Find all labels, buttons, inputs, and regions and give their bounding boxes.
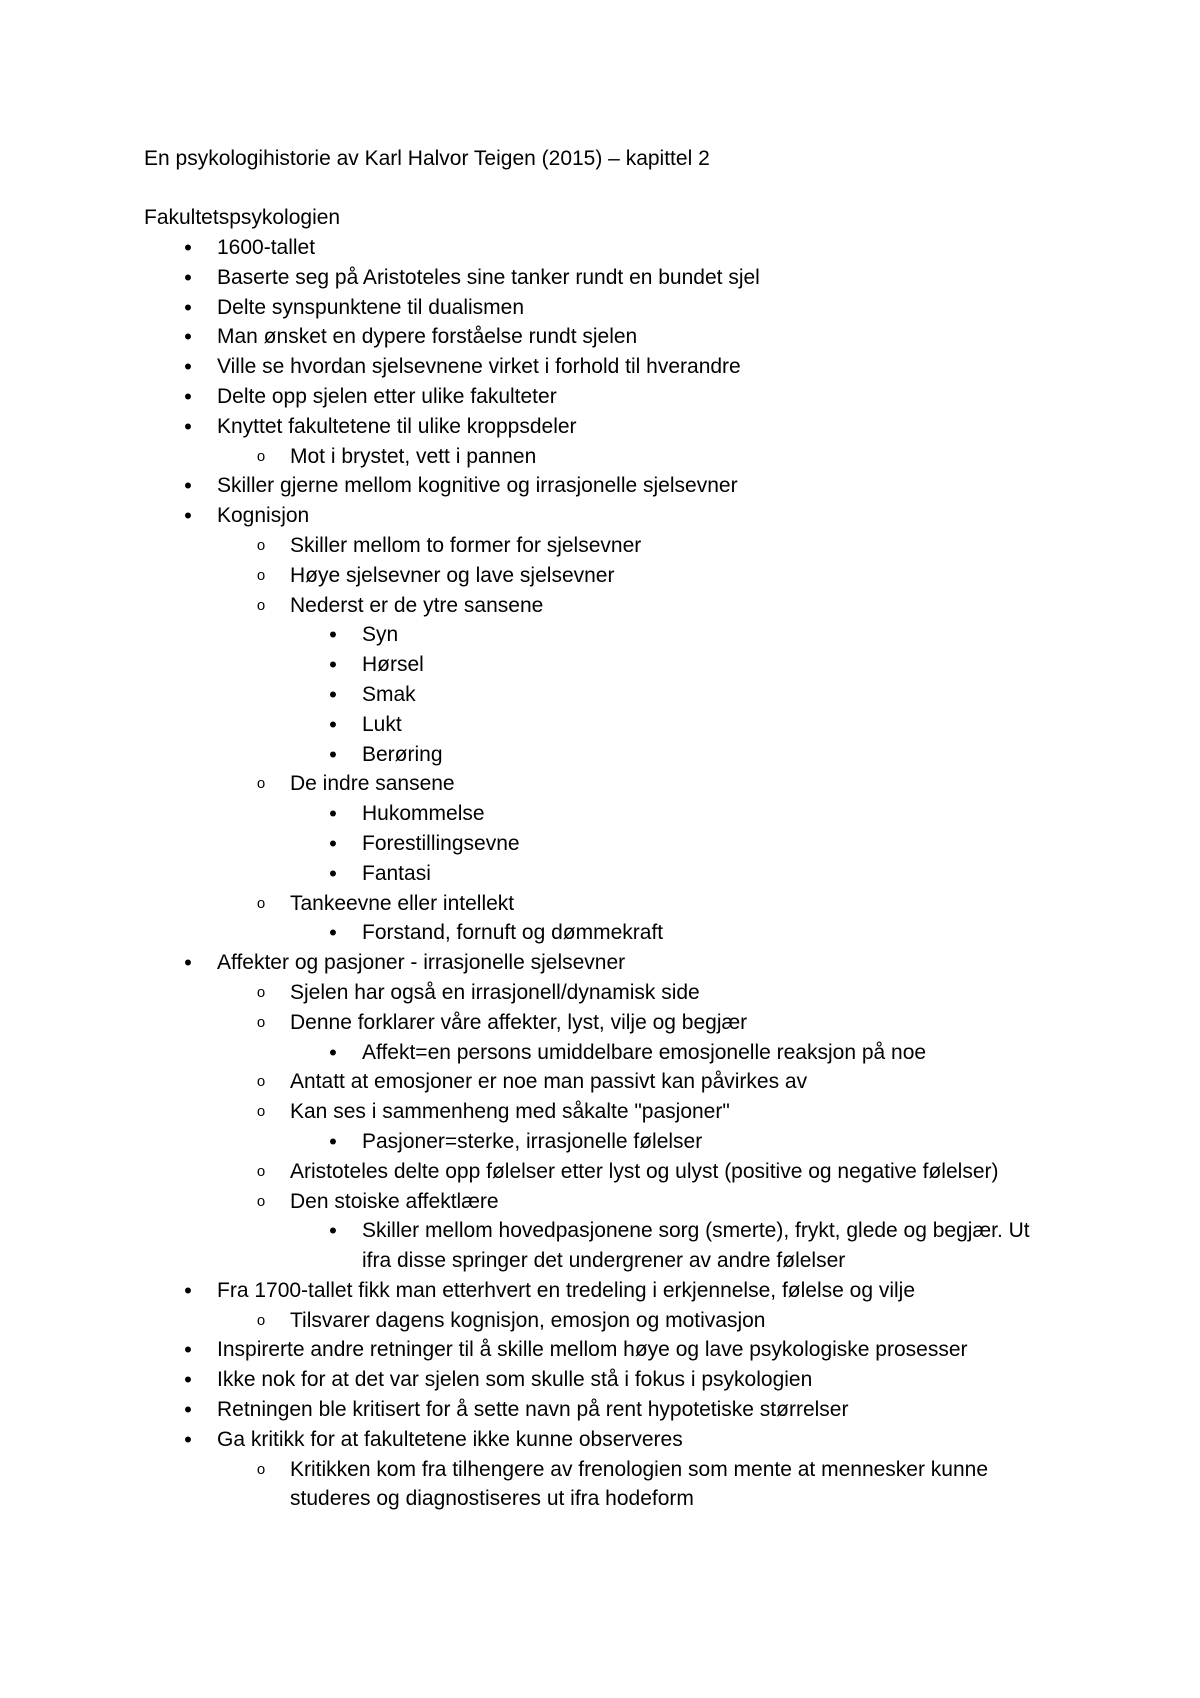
list-item	[0, 740, 1200, 770]
bullet-dot-icon: •	[184, 503, 192, 529]
list-item-text: Ville se hvordan sjelsevnene virket i forhold til hverandre	[217, 355, 741, 379]
bullet-dot-icon: •	[329, 681, 337, 707]
list-item	[0, 1216, 1200, 1276]
list-item-text: Syn	[362, 623, 399, 647]
list-item	[0, 1425, 1200, 1455]
list-item	[0, 293, 1200, 323]
list-item-text: Forestillingsevne	[362, 831, 520, 855]
list-item-text: Kognisjon	[217, 504, 310, 528]
hollow-circle-bullet-icon: o	[256, 1162, 266, 1180]
list-item	[0, 1276, 1200, 1306]
bullet-dot-icon: •	[329, 1039, 337, 1065]
list-item	[0, 829, 1200, 859]
list-item-text: Pasjoner=sterke, irrasjonelle følelser	[362, 1129, 703, 1153]
bullet-dot-icon: •	[184, 1397, 192, 1423]
list-item	[0, 1365, 1200, 1395]
list-item	[0, 233, 1200, 263]
list-item-text: Hørsel	[362, 653, 424, 677]
bullet-outline	[0, 233, 1200, 1514]
list-item	[0, 263, 1200, 293]
list-item-text: Tilsvarer dagens kognisjon, emosjon og motivasjon	[290, 1308, 766, 1332]
list-item-text: Høye sjelsevner og lave sjelsevner	[290, 563, 615, 587]
list-item-text: Fra 1700-tallet fikk man etterhvert en tredeling i erkjennelse, følelse og vilje	[217, 1278, 916, 1302]
list-item	[0, 412, 1200, 442]
list-item	[0, 948, 1200, 978]
list-item-text: 1600-tallet	[217, 236, 316, 259]
bullet-dot-icon: •	[184, 383, 192, 409]
list-item-text: Kritikken kom fra tilhengere av frenologien som mente at mennesker kunne studeres og diagnostiseres ut ifra hodeform	[290, 1457, 989, 1511]
list-item-text: Retningen ble kritisert for å sette navn på rent hypotetiske størrelser	[217, 1398, 849, 1422]
bullet-dot-icon: •	[329, 711, 337, 737]
list-item	[0, 1097, 1200, 1127]
section-heading: Fakultetspsykologien	[144, 206, 341, 229]
list-item-text: Antatt at emosjoner er noe man passivt kan påvirkes av	[290, 1070, 808, 1094]
list-item-text: Berøring	[362, 742, 443, 766]
hollow-circle-bullet-icon: o	[256, 1103, 266, 1121]
document-title: En psykologihistorie av Karl Halvor Teigen (2015) – kapittel 2	[144, 147, 710, 170]
list-item	[0, 382, 1200, 412]
list-item	[0, 591, 1200, 621]
list-item-text: Kan ses i sammenheng med såkalte "pasjoner"	[290, 1100, 730, 1124]
list-item	[0, 352, 1200, 382]
bullet-dot-icon: •	[329, 920, 337, 946]
list-item-text: Sjelen har også en irrasjonell/dynamisk side	[290, 980, 700, 1004]
list-item	[0, 1187, 1200, 1217]
list-item	[0, 620, 1200, 650]
list-item-text: Forstand, fornuft og dømmekraft	[362, 921, 664, 945]
bullet-dot-icon: •	[329, 652, 337, 678]
list-item	[0, 1038, 1200, 1068]
list-item-text: Skiller gjerne mellom kognitive og irrasjonelle sjelsevner	[217, 474, 738, 498]
list-item-text: Affekt=en persons umiddelbare emosjonelle reaksjon på noe	[362, 1040, 927, 1064]
list-item	[0, 1157, 1200, 1187]
list-item-text: Smak	[362, 682, 416, 706]
bullet-dot-icon: •	[329, 741, 337, 767]
list-item	[0, 1395, 1200, 1425]
list-item-text: Denne forklarer våre affekter, lyst, vilje og begjær	[290, 1010, 748, 1034]
list-item	[0, 650, 1200, 680]
list-item-text: Fantasi	[362, 861, 431, 885]
list-item	[0, 561, 1200, 591]
bullet-dot-icon: •	[184, 950, 192, 976]
list-item	[0, 1067, 1200, 1097]
hollow-circle-bullet-icon: o	[256, 566, 266, 584]
list-item-text: Tankeevne eller intellekt	[290, 891, 515, 915]
list-item-text: Mot i brystet, vett i pannen	[290, 444, 537, 468]
bullet-dot-icon: •	[184, 413, 192, 439]
hollow-circle-bullet-icon: o	[256, 1073, 266, 1091]
bullet-dot-icon: •	[184, 294, 192, 320]
list-item	[0, 978, 1200, 1008]
list-item-text: Den stoiske affektlære	[290, 1189, 499, 1213]
list-item-text: Delte opp sjelen etter ulike fakulteter	[217, 384, 557, 408]
list-item-text: De indre sansene	[290, 772, 455, 796]
list-item-text: Affekter og pasjoner - irrasjonelle sjelsevner	[217, 951, 626, 975]
hollow-circle-bullet-icon: o	[256, 1013, 266, 1031]
bullet-dot-icon: •	[329, 860, 337, 886]
list-item	[0, 1008, 1200, 1038]
bullet-dot-icon: •	[184, 1367, 192, 1393]
list-item-text: Delte synspunktene til dualismen	[217, 295, 525, 319]
bullet-dot-icon: •	[184, 473, 192, 499]
list-item-text: Ga kritikk for at fakultetene ikke kunne observeres	[217, 1427, 683, 1451]
list-item	[0, 918, 1200, 948]
bullet-dot-icon: •	[184, 354, 192, 380]
list-item-text: Knyttet fakultetene til ulike kroppsdeler	[217, 414, 577, 438]
list-item	[0, 1335, 1200, 1365]
list-item	[0, 710, 1200, 740]
list-item	[0, 799, 1200, 829]
bullet-dot-icon: •	[184, 1337, 192, 1363]
hollow-circle-bullet-icon: o	[256, 536, 266, 554]
list-item-text: Inspirerte andre retninger til å skille mellom høye og lave psykologiske prosesser	[217, 1338, 968, 1362]
list-item	[0, 501, 1200, 531]
bullet-dot-icon: •	[184, 235, 192, 260]
bullet-dot-icon: •	[329, 622, 337, 648]
list-item-text: Aristoteles delte opp følelser etter lyst og ulyst (positive og negative følelser)	[290, 1159, 999, 1183]
hollow-circle-bullet-icon: o	[256, 596, 266, 614]
list-item	[0, 889, 1200, 919]
hollow-circle-bullet-icon: o	[256, 1460, 266, 1478]
bullet-dot-icon: •	[184, 1277, 192, 1303]
list-item-text: Hukommelse	[362, 802, 485, 826]
list-item-text: Baserte seg på Aristoteles sine tanker rundt en bundet sjel	[217, 265, 760, 289]
bullet-dot-icon: •	[329, 801, 337, 827]
bullet-dot-icon: •	[184, 324, 192, 350]
hollow-circle-bullet-icon: o	[256, 1311, 266, 1329]
list-item-text: Skiller mellom hovedpasjonene sorg (smerte), frykt, glede og begjær. Ut ifra disse springer det undergrener av andre følelser	[362, 1219, 1030, 1273]
hollow-circle-bullet-icon: o	[256, 447, 266, 465]
list-item	[0, 322, 1200, 352]
bullet-dot-icon: •	[329, 1128, 337, 1154]
list-item	[0, 859, 1200, 889]
list-item-text: Skiller mellom to former for sjelsevner	[290, 533, 642, 557]
hollow-circle-bullet-icon: o	[256, 1192, 266, 1210]
hollow-circle-bullet-icon: o	[256, 983, 266, 1001]
bullet-dot-icon: •	[184, 264, 192, 290]
list-item	[0, 1306, 1200, 1336]
list-item	[0, 769, 1200, 799]
hollow-circle-bullet-icon: o	[256, 775, 266, 793]
list-item	[0, 1127, 1200, 1157]
bullet-dot-icon: •	[329, 830, 337, 856]
list-item	[0, 442, 1200, 472]
hollow-circle-bullet-icon: o	[256, 894, 266, 912]
list-item	[0, 531, 1200, 561]
list-item-text: Nederst er de ytre sansene	[290, 593, 544, 617]
list-item	[0, 471, 1200, 501]
list-item-text: Man ønsket en dypere forståelse rundt sjelen	[217, 325, 638, 349]
bullet-dot-icon: •	[184, 1426, 192, 1452]
list-item	[0, 680, 1200, 710]
list-item-text: Ikke nok for at det var sjelen som skulle stå i fokus i psykologien	[217, 1368, 813, 1392]
list-item	[0, 1455, 1200, 1515]
list-item-text: Lukt	[362, 712, 402, 736]
bullet-dot-icon: •	[329, 1218, 337, 1244]
